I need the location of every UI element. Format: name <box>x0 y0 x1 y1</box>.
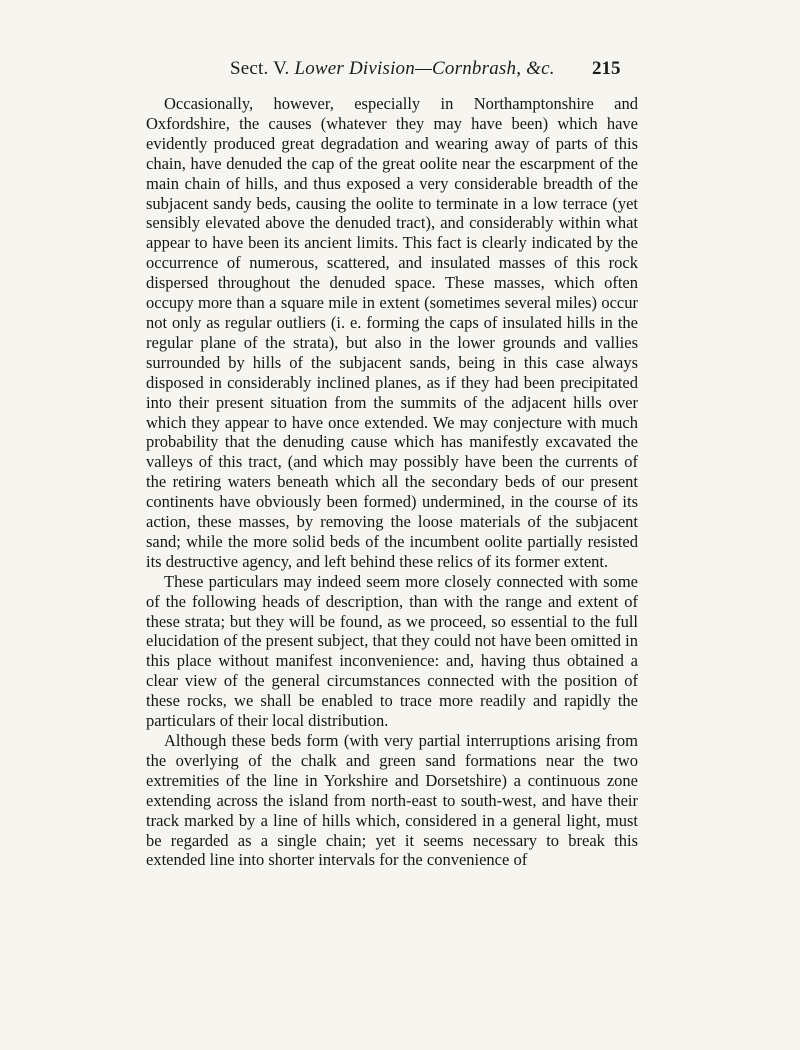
page-number: 215 <box>592 58 621 79</box>
paragraph-1: Occasionally, however, especially in Northamptonshire and Oxfordshire, the causes (whatever they may have been) which have evidently produced great degradation and wearing away of parts of this chain, have denuded the cap of the great oolite near the escarpment of the main chain of hills, and thus exposed a very considerable breadth of the subjacent sandy beds, causing the oolite to terminate in a low terrace (yet sensibly elevated above the denuded tract), and considerably within what appear to have been its ancient limits. This fact is clearly indicated by the occurrence of numerous, scattered, and insulated masses of this rock dispersed throughout the denuded space. These masses, which often occupy more than a square mile in extent (sometimes several miles) occur not only as regular outliers (i. e. forming the caps of insulated hills in the regular plane of the strata), but also in the lower grounds and vallies surrounded by hills of the subjacent sands, being in this case always disposed in considerably inclined planes, as if they had been precipitated into their present situation from the summits of the adjacent hills over which they appear to have once extended. We may conjecture with much probability that the denuding cause which has manifestly excavated the valleys of this tract, (and which may possibly have been the currents of the retiring waters beneath which all the secondary beds of our present continents have obviously been formed) undermined, in the course of its action, these masses, by removing the loose materials of the subjacent sand; while the more solid beds of the incumbent oolite partially resisted its destructive agency, and left behind these relics of its former extent. <box>146 94 638 571</box>
paragraph-2: These particulars may indeed seem more closely connected with some of the following heads of description, than with the range and extent of these strata; but they will be found, as we proceed, so essential to the full elucidation of the present subject, that they could not have been omitted in this place without manifest inconvenience: and, having thus obtained a clear view of the general circumstances connected with the position of these rocks, we shall be enabled to trace more readily and rapidly the particulars of their local distribution. <box>146 571 638 731</box>
section-label: Sect. V. <box>230 58 295 79</box>
header-title <box>230 58 555 80</box>
body-text <box>146 94 638 870</box>
paragraph-3: Although these beds form (with very partial interruptions arising from the overlying of the chalk and green sand formations near the two extremities of the line in Yorkshire and Dorsetshire) a continuous zone extending across the island from north-east to south-west, and have their track marked by a line of hills which, considered in a general light, must be regarded as a single chain; yet it seems necessary to break this extended line into shorter intervals for the convenience of <box>146 731 638 870</box>
running-header <box>0 58 800 88</box>
chapter-title: Lower Division—Cornbrash, &c. <box>294 58 555 79</box>
